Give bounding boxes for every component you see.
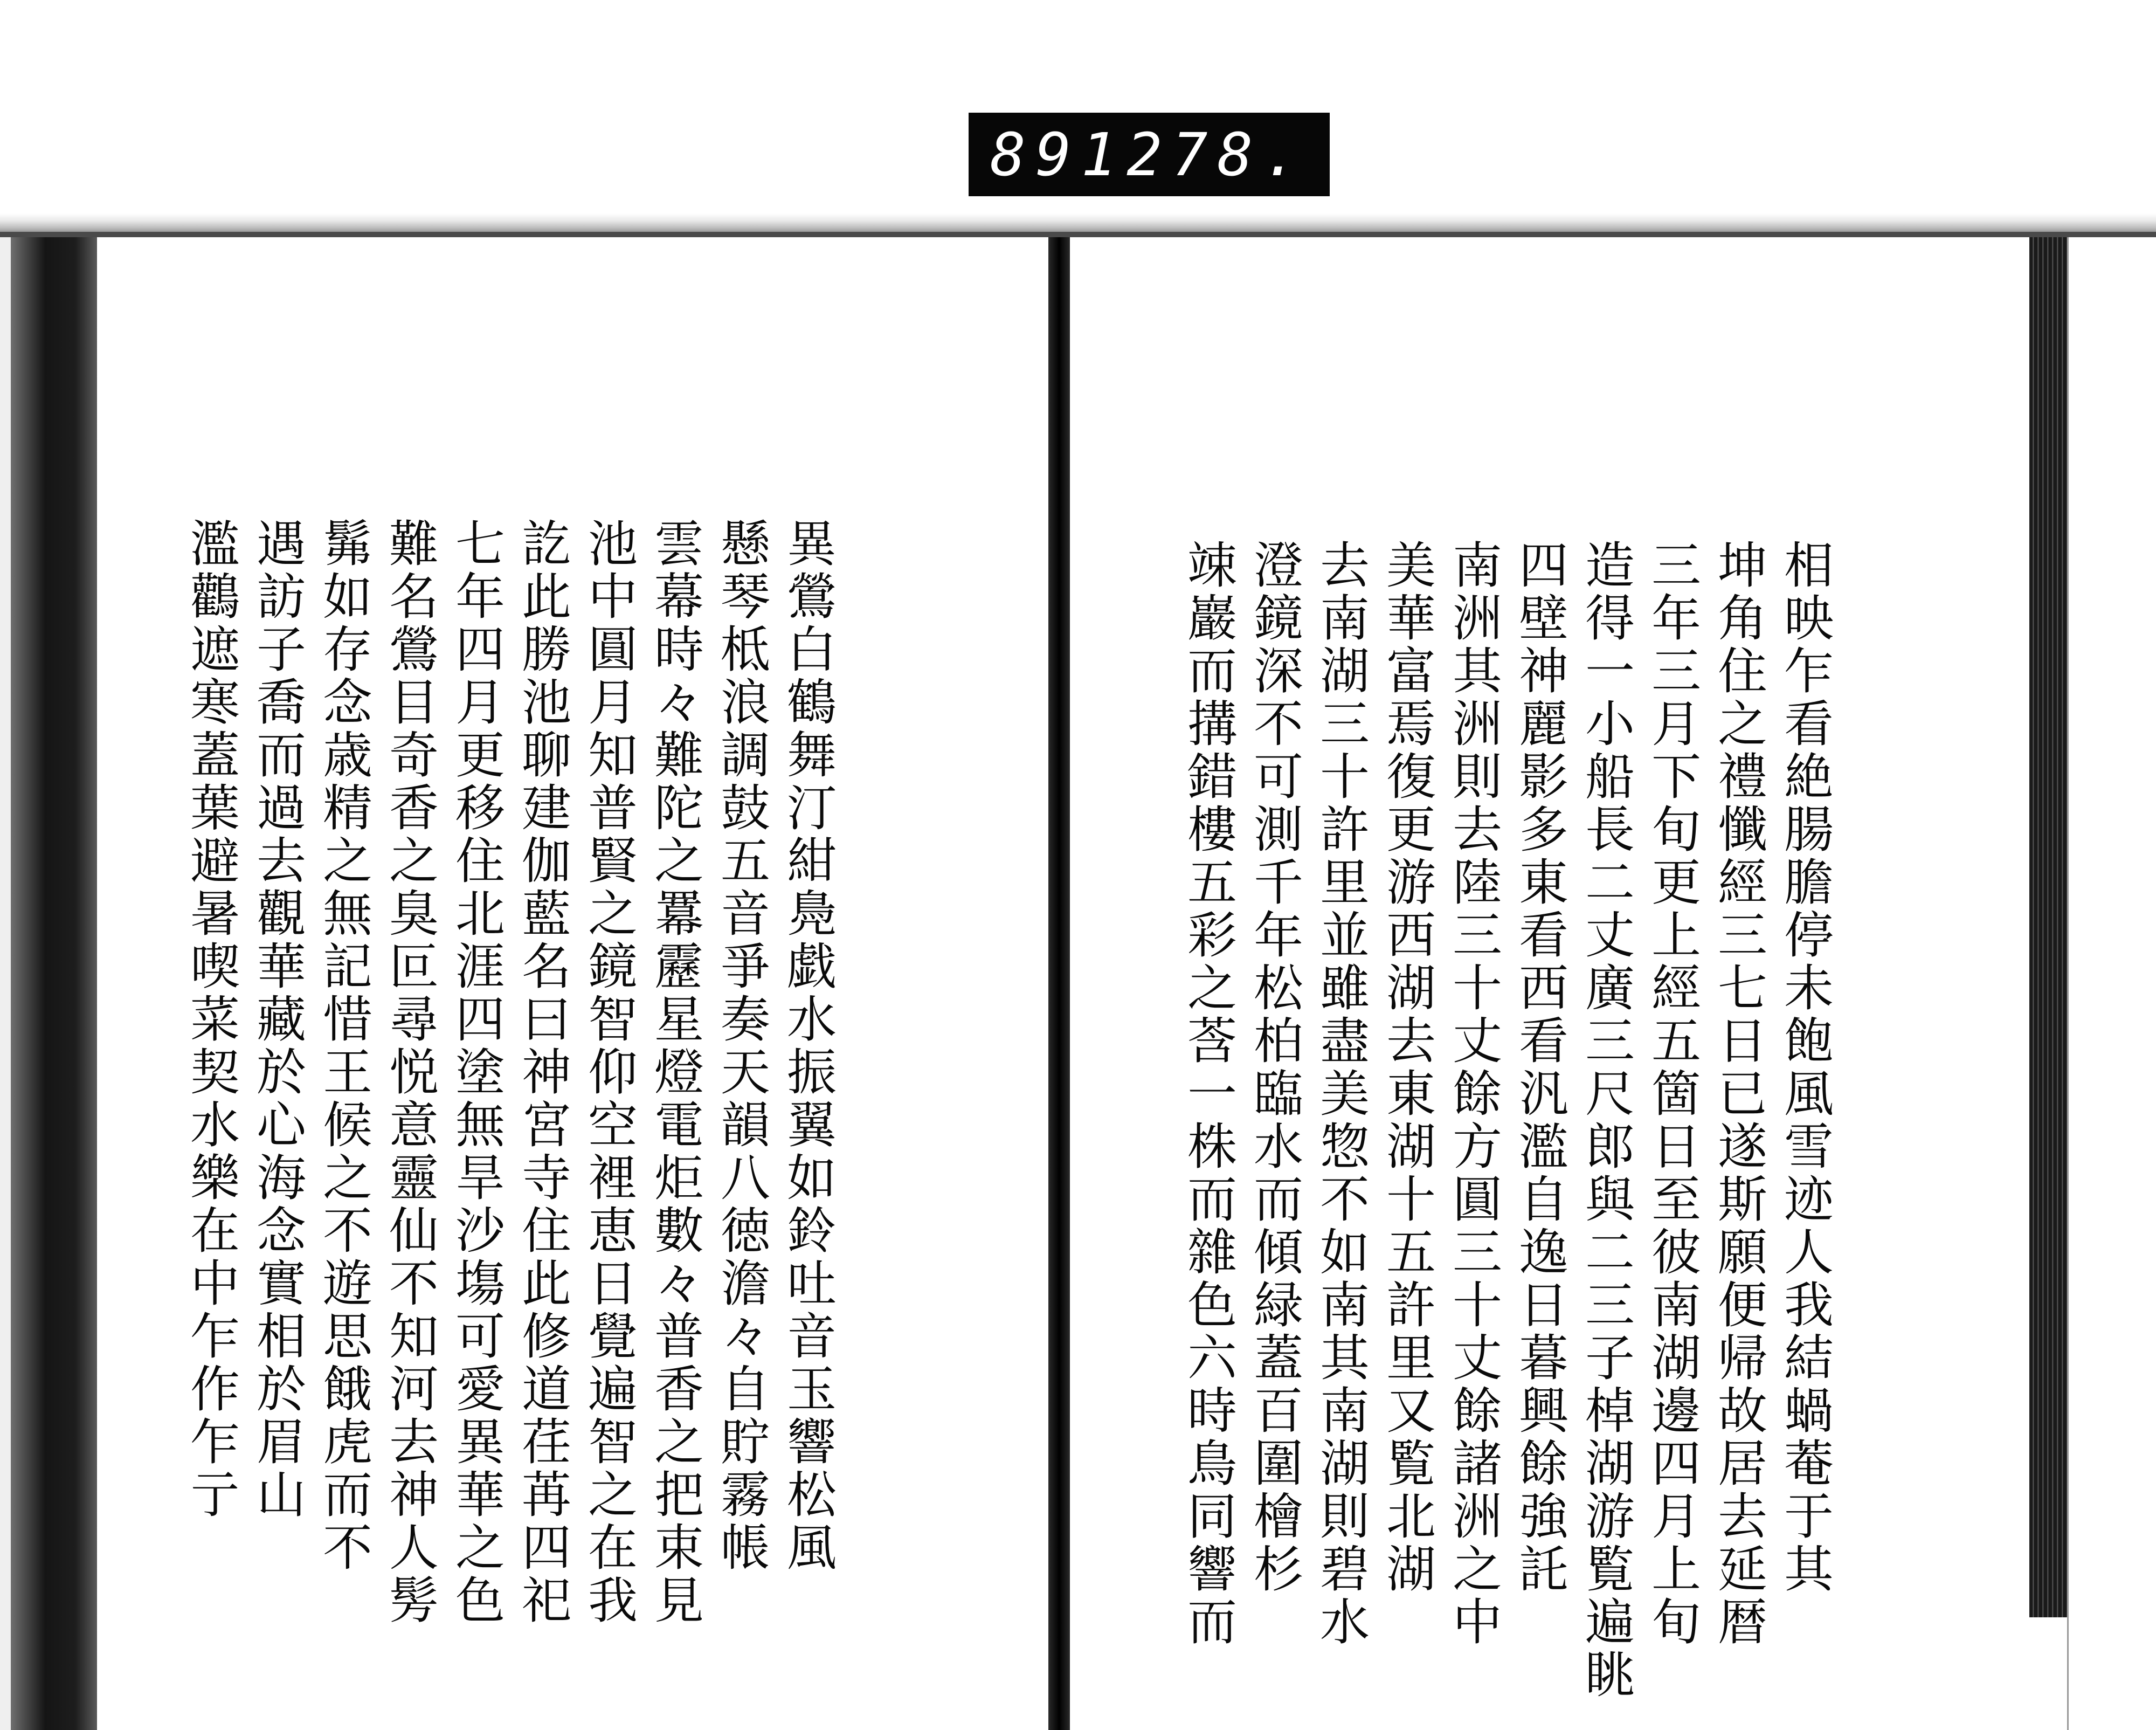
right-column-7: 美華富焉復更游西湖去東湖十五許里又覧北湖 [1378, 539, 1436, 1596]
right-column-2: 坤角住之禮懺經三七日已遂斯願便帰故居去延暦 [1710, 539, 1767, 1649]
right-column-3: 三年三月下旬更上經五箇日至彼南湖邊四月上旬 [1643, 539, 1701, 1649]
archive-label-right-number: 278. [1127, 120, 1308, 189]
right-column-5: 四壁神麗影多東看西看汎濫自逸日暮興餘強託 [1511, 539, 1568, 1596]
left-column-4: 池中圓月知普賢之鏡智仰空裡恵日覺遍智之在我 [580, 518, 638, 1627]
left-column-2: 懸琴柢浪調鼓五音爭奏天韻八徳澹々自貯霧帳 [713, 518, 770, 1574]
book-binding-left [11, 237, 97, 1730]
scan-left-edge [0, 237, 12, 1730]
scan-top-shadow [0, 213, 2156, 234]
left-column-3: 雲幕時々難陀之羃靂星燈電炬數々普香之把束見 [646, 518, 704, 1627]
archive-label [969, 113, 1330, 196]
right-column-4: 造得一小船長二丈廣三尺郎與二三子棹湖游覧遍眺 [1577, 539, 1635, 1701]
left-column-7: 難名鶯目奇香之臭叵尋悦意靈仙不知河去神人髣 [381, 518, 439, 1627]
right-column-10: 竦巖而搆錯樓五彩之莟一株而雜色六時鳥同響而 [1179, 539, 1237, 1649]
right-column-9: 澄鏡深不可測千年松柏臨水而傾緑蓋百圍檜杉 [1246, 539, 1303, 1596]
left-column-8: 髴如存念歳精之無記惜王候之不遊思餓虎而不 [315, 518, 372, 1574]
right-column-8: 去南湖三十許里並雖盡美惣不如南其南湖則碧水 [1312, 539, 1370, 1649]
left-column-1: 異鶯白鶴舞汀紺鳧戯水振翼如鈴吐音玉響松風 [779, 518, 837, 1574]
book-gutter [1048, 237, 1070, 1730]
left-column-9: 遇訪子喬而過去觀華藏於心海念實相於眉山 [248, 518, 306, 1521]
left-column-5: 訖此勝池聊建伽藍名曰神宮寺住此修道荏苒四祀 [514, 518, 571, 1627]
archive-label-left-number: 891 [990, 120, 1127, 189]
left-page-text [178, 518, 841, 1627]
right-page-text [1175, 539, 1838, 1701]
left-column-10: 濫鸛遮寒蓋葉避暑喫菜契水樂在中乍作乍亍 [182, 518, 240, 1521]
scan-top-edge [0, 232, 2156, 237]
left-column-6: 七年四月更移住北涯四塗無旱沙塲可愛異華之色 [447, 518, 505, 1627]
book-page-edges-right [2029, 237, 2067, 1617]
scan-right-margin [2067, 237, 2156, 1730]
right-column-6: 南洲其洲則去陸三十丈餘方圓三十丈餘諸洲之中 [1445, 539, 1502, 1649]
right-column-1: 相映乍看絶腸膽停未飽風雪迹人我結蝸菴于其 [1776, 539, 1834, 1596]
